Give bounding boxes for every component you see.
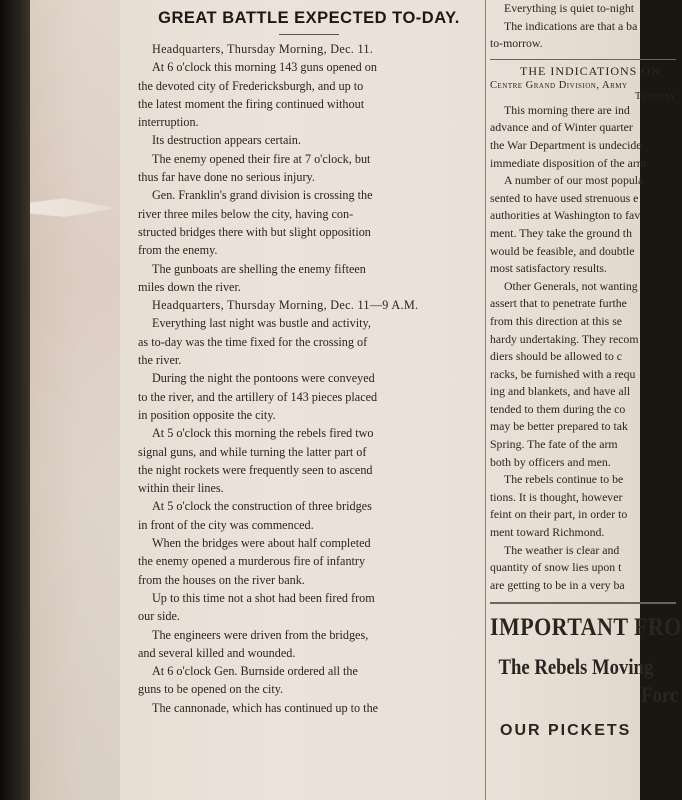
text-line: guns to be opened on the city. xyxy=(138,682,284,697)
text-line: The gunboats are shelling the enemy fifteen xyxy=(152,261,366,276)
article-body xyxy=(138,40,480,717)
text-line: signal guns, and while turning the latter part of xyxy=(138,444,367,459)
text-line: are getting to be in a very ba xyxy=(490,577,625,592)
text-line: the river. xyxy=(138,353,182,368)
text-line: from this direction at this se xyxy=(490,313,623,328)
column-divider xyxy=(490,59,676,60)
right-top-text xyxy=(490,0,680,53)
book-spine-shadow xyxy=(0,0,30,800)
text-line: Headquarters, Thursday Morning, Dec. 11. xyxy=(152,42,374,56)
text-line: to-morrow. xyxy=(490,36,543,51)
text-line: The enemy opened their fire at 7 o'clock, but xyxy=(152,151,371,166)
text-line: thus far have done no serious injury. xyxy=(138,170,315,185)
text-line: At 6 o'clock Gen. Burnside ordered all the xyxy=(152,664,358,679)
text-line: from the houses on the river bank. xyxy=(138,572,305,587)
text-line: would be feasible, and doubtle xyxy=(490,243,635,258)
text-line: ing and blankets, and have all xyxy=(490,384,631,399)
text-line: diers should be allowed to c xyxy=(490,349,623,364)
banner-subhead-3: OUR PICKETS xyxy=(500,722,632,740)
headline-rule xyxy=(279,34,339,35)
text-line: miles down the river. xyxy=(138,279,241,294)
banner-subhead-1: The Rebels Moving xyxy=(498,654,654,680)
text-line: The engineers were driven from the bridges, xyxy=(152,627,369,642)
text-line: Other Generals, not wanting xyxy=(504,278,638,293)
text-line: The weather is clear and xyxy=(504,542,620,557)
text-line: assert that to penetrate furthe xyxy=(490,296,627,311)
text-line: the devoted city of Fredericksburgh, and up to xyxy=(138,78,364,93)
newspaper-page xyxy=(30,0,682,800)
text-line: At 6 o'clock this morning 143 guns opened on xyxy=(152,60,377,75)
text-line: may be better prepared to tak xyxy=(490,419,628,434)
paper-tear xyxy=(30,196,115,218)
text-line: in position opposite the city. xyxy=(138,407,276,422)
right-dateline: Centre Grand Division, Army xyxy=(490,79,628,91)
text-line: and several killed and wounded. xyxy=(138,645,296,660)
right-column xyxy=(485,0,680,800)
text-line: to the river, and the artillery of 143 pieces placed xyxy=(138,389,378,404)
text-line: advance and of Winter quarter xyxy=(490,120,633,135)
text-line: structed bridges there with but slight opposition xyxy=(138,224,371,239)
text-line: our side. xyxy=(138,609,180,624)
text-line: sented to have used strenuous e xyxy=(490,190,639,205)
text-line: river three miles below the city, having con- xyxy=(138,206,354,221)
text-line: immediate disposition of the arm xyxy=(490,155,646,170)
text-line: Its destruction appears certain. xyxy=(152,133,301,148)
text-line: During the night the pontoons were conveyed xyxy=(152,371,375,386)
text-line: A number of our most popula xyxy=(504,173,644,188)
main-article-column xyxy=(138,0,480,800)
banner-rule xyxy=(490,602,676,604)
text-line: authorities at Washington to fav xyxy=(490,208,641,223)
text-line: Everything is quiet to-night xyxy=(504,1,635,15)
right-section-body xyxy=(490,102,680,595)
text-line: interruption. xyxy=(138,115,199,130)
text-line: the War Department is undecide xyxy=(490,137,642,152)
text-line: ment. They take the ground th xyxy=(490,225,632,240)
text-line: Everything last night was bustle and activity, xyxy=(152,316,371,331)
article-headline: GREAT BATTLE EXPECTED TO-DAY. xyxy=(158,9,460,27)
text-line: racks, be furnished with a requ xyxy=(490,366,636,381)
right-section-heading: THE INDICATIONS ON xyxy=(520,63,661,78)
text-line: Up to this time not a shot had been fired from xyxy=(152,590,375,605)
text-line: within their lines. xyxy=(138,481,224,496)
text-line: Spring. The fate of the arm xyxy=(490,437,618,452)
text-line: The rebels continue to be xyxy=(504,472,624,487)
banner-headline: IMPORTANT FRO xyxy=(490,614,682,642)
text-line: quantity of snow lies upon t xyxy=(490,560,622,575)
text-line: from the enemy. xyxy=(138,243,218,258)
text-line: At 5 o'clock the construction of three bridges xyxy=(152,499,372,514)
text-line: When the bridges were about half completed xyxy=(152,536,371,551)
text-line: Gen. Franklin's grand division is crossing the xyxy=(152,188,373,203)
text-line: the enemy opened a murderous fire of infantry xyxy=(138,554,366,569)
text-line: The indications are that a ba xyxy=(504,18,638,33)
text-line: tions. It is thought, however xyxy=(490,489,623,504)
text-line: the night rockets were frequently seen to ascend xyxy=(138,462,373,477)
text-line: as to-day was the time fixed for the crossing of xyxy=(138,334,368,349)
text-line: both by officers and men. xyxy=(490,454,611,469)
text-line: At 5 o'clock this morning the rebels fired two xyxy=(152,426,374,441)
text-line: The cannonade, which has continued up to the xyxy=(152,700,379,715)
text-line: feint on their part, in order to xyxy=(490,507,628,522)
right-dateline-day: Tuesday xyxy=(634,90,676,102)
text-line: ment toward Richmond. xyxy=(490,525,605,540)
text-line: in front of the city was commenced. xyxy=(138,517,314,532)
text-line: Headquarters, Thursday Morning, Dec. 11—9 A.M. xyxy=(152,298,419,313)
text-line: most satisfactory results. xyxy=(490,261,607,276)
text-line: the latest moment the firing continued without xyxy=(138,96,365,111)
text-line: This morning there are ind xyxy=(504,102,630,117)
text-line: hardy undertaking. They recom xyxy=(490,331,639,346)
text-line: tended to them during the co xyxy=(490,401,626,416)
banner-subhead-2: Forc xyxy=(641,682,679,708)
